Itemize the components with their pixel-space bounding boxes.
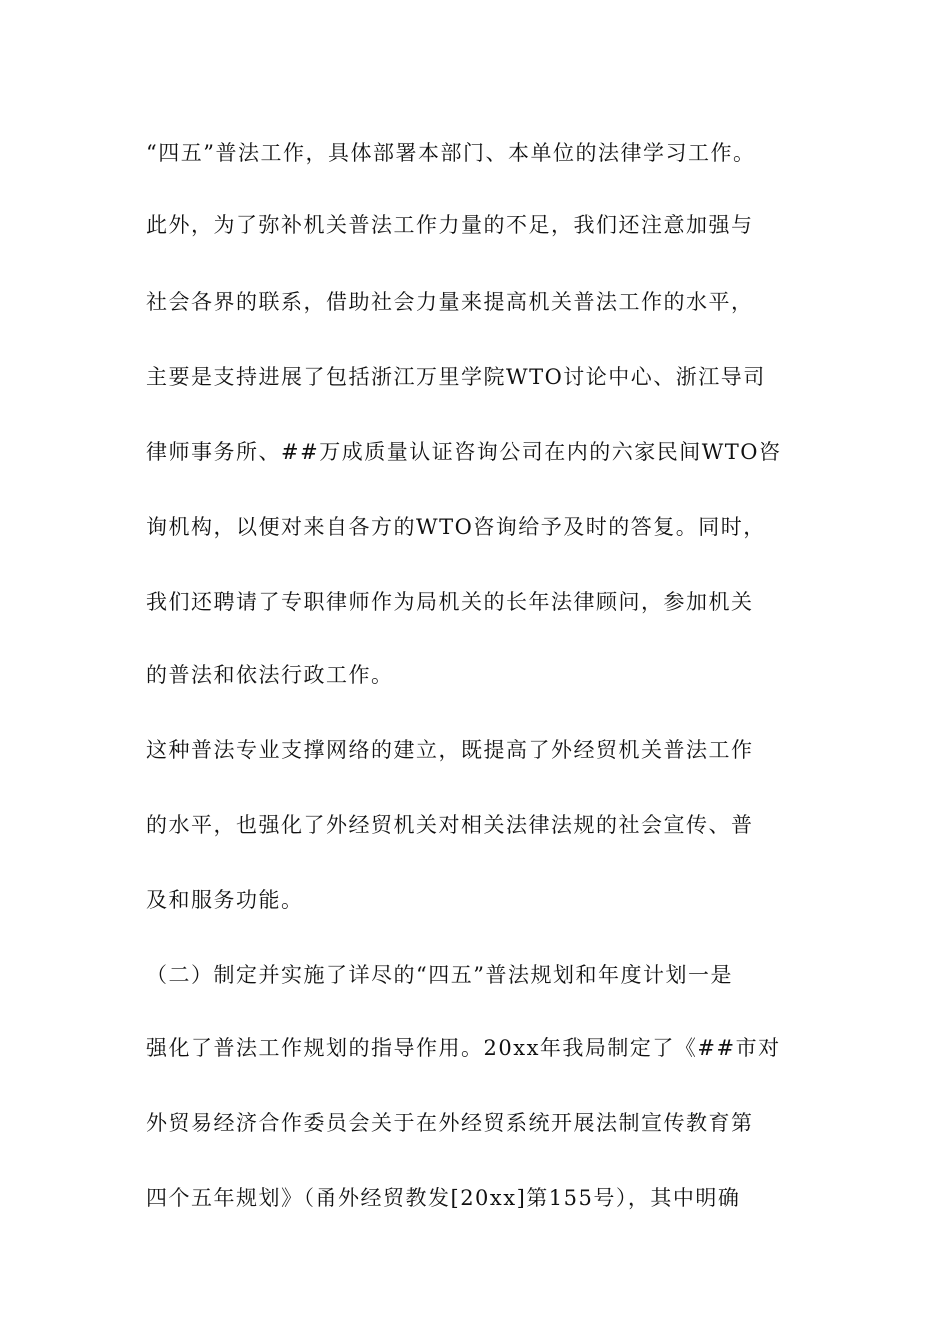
text-line-4: 主要是支持进展了包括浙江万里学院WTO讨论中心、浙江导司 (146, 365, 766, 389)
text-line-3: 社会各界的联系，借助社会力量来提高机关普法工作的水平， (146, 290, 754, 314)
text-line-15: 四个五年规划》（甬外经贸教发[20xx]第155号），其中明确 (146, 1186, 741, 1210)
text-line-9: 这种普法专业支撑网络的建立，既提高了外经贸机关普法工作 (146, 738, 754, 762)
text-line-2: 此外，为了弥补机关普法工作力量的不足，我们还注意加强与 (146, 213, 754, 237)
text-line-10: 的水平，也强化了外经贸机关对相关法律法规的社会宣传、普 (146, 813, 754, 837)
text-line-6: 询机构，以便对来自各方的WTO咨询给予及时的答复。同时， (146, 515, 766, 539)
text-line-1: “四五”普法工作，具体部署本部门、本单位的法律学习工作。 (146, 141, 756, 165)
text-line-8: 的普法和依法行政工作。 (146, 663, 394, 687)
text-line-5: 律师事务所、##万成质量认证咨询公司在内的六家民间WTO咨 (146, 440, 782, 464)
text-line-12: （二）制定并实施了详尽的“四五”普法规划和年度计划一是 (146, 963, 733, 987)
text-line-13: 强化了普法工作规划的指导作用。20xx年我局制定了《##市对 (146, 1036, 781, 1060)
text-line-11: 及和服务功能。 (146, 888, 304, 912)
text-line-7: 我们还聘请了专职律师作为局机关的长年法律顾问，参加机关 (146, 590, 754, 614)
text-line-14: 外贸易经济合作委员会关于在外经贸系统开展法制宣传教育第 (146, 1111, 754, 1135)
